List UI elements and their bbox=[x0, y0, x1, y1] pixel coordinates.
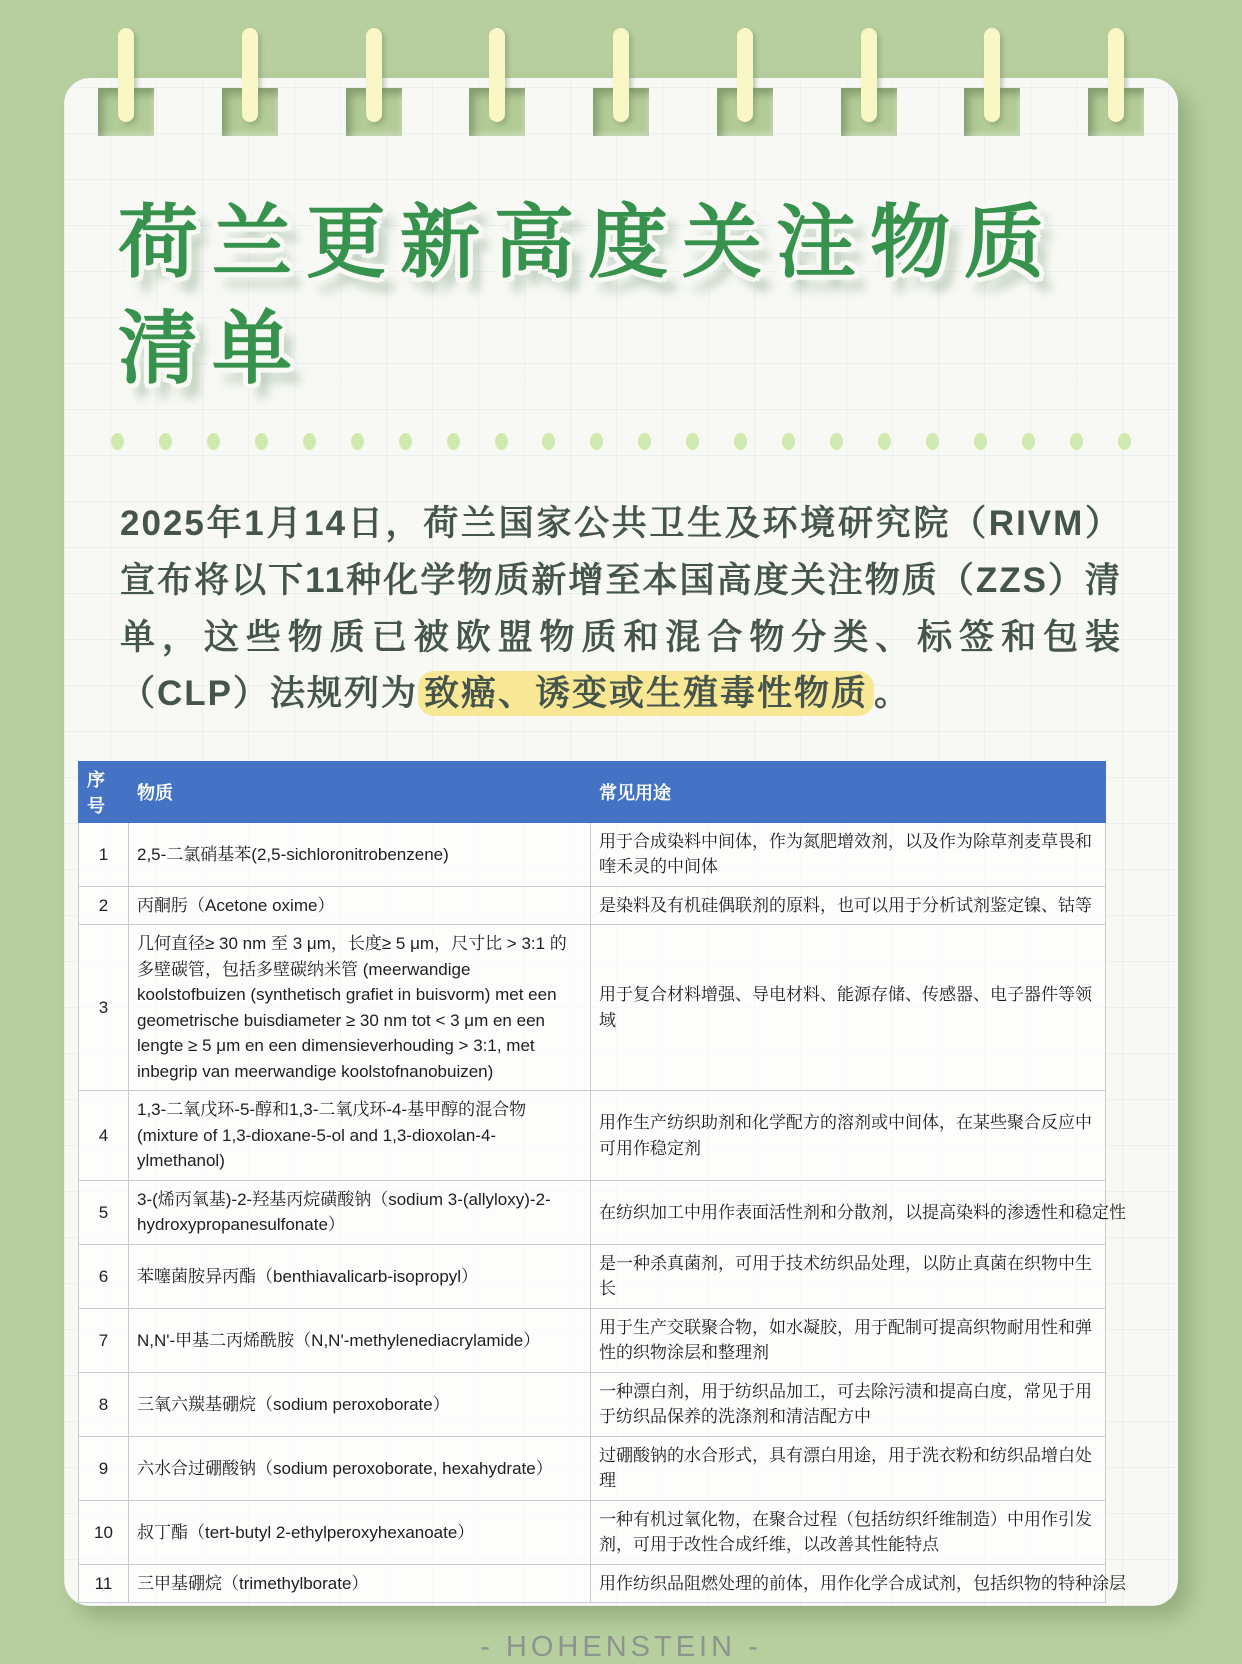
divider-dot bbox=[351, 433, 364, 450]
divider-dot bbox=[447, 433, 460, 450]
divider-dot bbox=[686, 433, 699, 450]
intro-paragraph bbox=[120, 496, 1122, 723]
binder-ring-icon bbox=[489, 28, 505, 122]
use-cell: 用于生产交联聚合物，如水凝胶，用于配制可提高织物耐用性和弹性的织物涂层和整理剂 bbox=[591, 1308, 1106, 1372]
binder-ring-icon bbox=[984, 28, 1000, 122]
table-body bbox=[79, 822, 1126, 1603]
divider-dot bbox=[782, 433, 795, 450]
row-number: 11 bbox=[79, 1564, 129, 1603]
row-number: 9 bbox=[79, 1436, 129, 1500]
substance-cell: 几何直径≥ 30 nm 至 3 μm，长度≥ 5 μm，尺寸比 > 3:1 的多壁碳管，包括多壁碳纳米管 (meerwandige koolstofbuizen (synthetisch grafiet in buisvorm) met een geometrische buisdiameter ≥ 30 nm tot < 3 μm en een lengte ≥ 5 μm en een dimensieverhouding > 3:1, met inbegrip van meerwandige koolstofnanobuizen) bbox=[129, 925, 591, 1091]
header-cell-use: 常见用途 bbox=[591, 761, 1106, 822]
substance-cell: 三甲基硼烷（trimethylborate） bbox=[129, 1564, 591, 1603]
table-row bbox=[79, 1244, 1106, 1308]
use-cell: 用作纺织品阻燃处理的前体，用作化学合成试剂，包括织物的特种涂层 bbox=[591, 1564, 1106, 1603]
substances-table-container bbox=[78, 761, 1126, 1604]
divider-dot bbox=[1070, 433, 1083, 450]
header-cell-no: 序号 bbox=[79, 761, 129, 822]
row-number: 2 bbox=[79, 886, 129, 925]
binder-ring-icon bbox=[366, 28, 382, 122]
row-number: 1 bbox=[79, 822, 129, 886]
substance-cell: 三氧六羰基硼烷（sodium peroxoborate） bbox=[129, 1372, 591, 1436]
brand-footer: - HOHENSTEIN - bbox=[480, 1631, 762, 1664]
substance-cell: 1,3-二氧戊环-5-醇和1,3-二氧戊环-4-基甲醇的混合物(mixture of 1,3-dioxane-5-ol and 1,3-dioxolan-4-ylmethanol) bbox=[129, 1091, 591, 1181]
use-cell: 用作生产纺织助剂和化学配方的溶剂或中间体，在某些聚合反应中可用作稳定剂 bbox=[591, 1091, 1106, 1181]
binder-unit bbox=[964, 28, 1020, 168]
substance-cell: 苯噻菌胺异丙酯（benthiavalicarb-isopropyl） bbox=[129, 1244, 591, 1308]
table-row bbox=[79, 822, 1106, 886]
substance-cell: N,N'-甲基二丙烯酰胺（N,N'-methylenediacrylamide） bbox=[129, 1308, 591, 1372]
binder-unit bbox=[98, 28, 154, 168]
divider-dot bbox=[399, 433, 412, 450]
divider-dot bbox=[638, 433, 651, 450]
binder-ring-icon bbox=[613, 28, 629, 122]
binder-unit bbox=[841, 28, 897, 168]
binder-unit bbox=[593, 28, 649, 168]
use-cell: 是染料及有机硅偶联剂的原料，也可以用于分析试剂鉴定镍、钴等 bbox=[591, 886, 1106, 925]
divider-dot bbox=[255, 433, 268, 450]
use-cell: 在纺织加工中用作表面活性剂和分散剂，以提高染料的渗透性和稳定性 bbox=[591, 1180, 1106, 1244]
binder-ring-icon bbox=[861, 28, 877, 122]
binder-ring-icon bbox=[1108, 28, 1124, 122]
notebook-paper bbox=[64, 78, 1178, 1664]
divider-dot bbox=[159, 433, 172, 450]
binder-ring-icon bbox=[118, 28, 134, 122]
substance-cell: 2,5-二氯硝基苯(2,5-sichloronitrobenzene) bbox=[129, 822, 591, 886]
binder-ring-icon bbox=[242, 28, 258, 122]
use-cell: 用于合成染料中间体，作为氮肥增效剂，以及作为除草剂麦草畏和喹禾灵的中间体 bbox=[591, 822, 1106, 886]
binder-unit bbox=[346, 28, 402, 168]
divider-dot bbox=[207, 433, 220, 450]
binder-unit bbox=[1088, 28, 1144, 168]
divider-dot bbox=[1022, 433, 1035, 450]
use-cell: 过硼酸钠的水合形式，具有漂白用途，用于洗衣粉和纺织品增白处理 bbox=[591, 1436, 1106, 1500]
use-cell: 一种漂白剂，用于纺织品加工，可去除污渍和提高白度，常见于用于纺织品保养的洗涤剂和清洁配方中 bbox=[591, 1372, 1106, 1436]
table-row bbox=[79, 1500, 1106, 1564]
row-number: 7 bbox=[79, 1308, 129, 1372]
row-number: 8 bbox=[79, 1372, 129, 1436]
use-cell: 一种有机过氧化物，在聚合过程（包括纺织纤维制造）中用作引发剂，可用于改性合成纤维，以改善其性能特点 bbox=[591, 1500, 1106, 1564]
substances-table bbox=[78, 761, 1126, 1604]
table-row bbox=[79, 1091, 1106, 1181]
row-number: 10 bbox=[79, 1500, 129, 1564]
substance-cell: 六水合过硼酸钠（sodium peroxoborate, hexahydrate） bbox=[129, 1436, 591, 1500]
dotted-divider bbox=[111, 433, 1131, 450]
substance-cell: 丙酮肟（Acetone oxime） bbox=[129, 886, 591, 925]
divider-dot bbox=[111, 433, 124, 450]
divider-dot bbox=[303, 433, 316, 450]
table-row bbox=[79, 925, 1106, 1091]
binder-ring-icon bbox=[737, 28, 753, 122]
row-number: 5 bbox=[79, 1180, 129, 1244]
table-header-row bbox=[79, 761, 1106, 822]
substance-cell: 3-(烯丙氧基)-2-羟基丙烷磺酸钠（sodium 3-(allyloxy)-2-hydroxypropanesulfonate） bbox=[129, 1180, 591, 1244]
divider-dot bbox=[590, 433, 603, 450]
divider-dot bbox=[878, 433, 891, 450]
divider-dot bbox=[974, 433, 987, 450]
highlight-mark: 致癌、诱变或生殖毒性物质 bbox=[418, 671, 874, 716]
use-cell: 是一种杀真菌剂，可用于技术纺织品处理，以防止真菌在织物中生长 bbox=[591, 1244, 1106, 1308]
table-row bbox=[79, 1436, 1106, 1500]
substance-cell: 叔丁酯（tert-butyl 2-ethylperoxyhexanoate） bbox=[129, 1500, 591, 1564]
divider-dot bbox=[734, 433, 747, 450]
use-cell: 用于复合材料增强、导电材料、能源存储、传感器、电子器件等领域 bbox=[591, 925, 1106, 1091]
binder-strip bbox=[64, 28, 1178, 168]
intro-text-after: 。 bbox=[874, 674, 912, 714]
divider-dot bbox=[495, 433, 508, 450]
table-row bbox=[79, 1308, 1106, 1372]
divider-dot bbox=[542, 433, 555, 450]
intro-text-before: 2025年1月14日，荷兰国家公共卫生及环境研究院（RIVM）宣布将以下11种化学物质新增至本国高度关注物质（ZZS）清单，这些物质已被欧盟物质和混合物分类、标签和包装（CLP）法规列为 bbox=[120, 504, 1122, 714]
divider-dot bbox=[1118, 433, 1131, 450]
row-number: 6 bbox=[79, 1244, 129, 1308]
binder-unit bbox=[469, 28, 525, 168]
table-row bbox=[79, 1180, 1106, 1244]
row-number: 4 bbox=[79, 1091, 129, 1181]
binder-unit bbox=[222, 28, 278, 168]
header-cell-substance: 物质 bbox=[129, 761, 591, 822]
page-title: 荷兰更新高度关注物质清单 bbox=[118, 198, 1058, 393]
row-number: 3 bbox=[79, 925, 129, 1091]
binder-unit bbox=[717, 28, 773, 168]
table-row bbox=[79, 1564, 1106, 1603]
divider-dot bbox=[830, 433, 843, 450]
table-row bbox=[79, 886, 1106, 925]
table-row bbox=[79, 1372, 1106, 1436]
divider-dot bbox=[926, 433, 939, 450]
